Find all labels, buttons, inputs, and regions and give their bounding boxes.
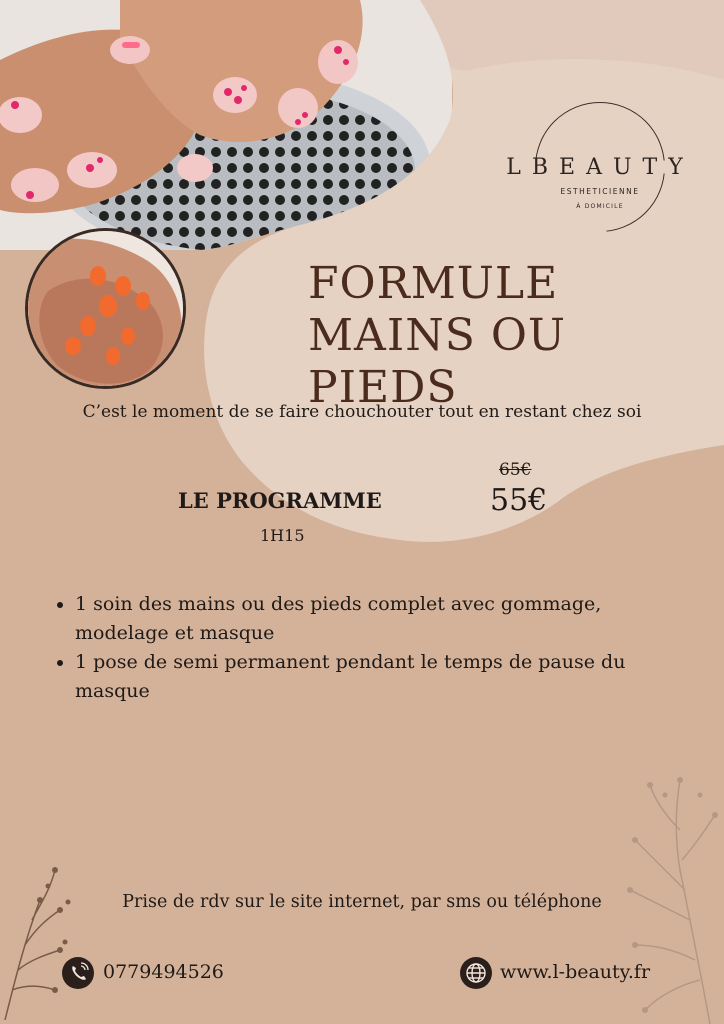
title-line-1: FORMULE [308, 258, 559, 309]
page-title [308, 258, 718, 414]
feature-list [50, 590, 695, 706]
title-line-2: MAINS OU PIEDS [308, 310, 566, 413]
brand-subtitle: ESTHETICIENNE [560, 187, 640, 196]
phone-icon [62, 957, 94, 989]
brand-subtitle-2: À DOMICILE [576, 203, 624, 210]
website-link[interactable]: www.l-beauty.fr [500, 961, 651, 983]
brand-logo [505, 100, 695, 240]
botanical-sprig-left [0, 850, 80, 1020]
tagline: C’est le moment de se faire chouchouter tout en restant chez soi [82, 402, 642, 422]
new-price: 55€ [490, 483, 548, 518]
old-price: 65€ [499, 460, 532, 480]
globe-icon [460, 957, 492, 989]
nails-photo-circle [25, 228, 186, 389]
brand-name: LBEAUTY [506, 155, 694, 180]
phone-number[interactable]: 0779494526 [103, 961, 224, 983]
feature-item: • 1 soin des mains ou des pieds complet avec gommage, modelage et masque [75, 590, 695, 648]
program-title: LE PROGRAMME [178, 488, 382, 513]
feature-item: • 1 pose de semi permanent pendant le temps de pause du masque [75, 648, 695, 706]
program-duration: 1H15 [260, 526, 305, 545]
booking-info: Prise de rdv sur le site internet, par sms ou téléphone [122, 892, 602, 912]
nails-photo-top [0, 0, 452, 250]
